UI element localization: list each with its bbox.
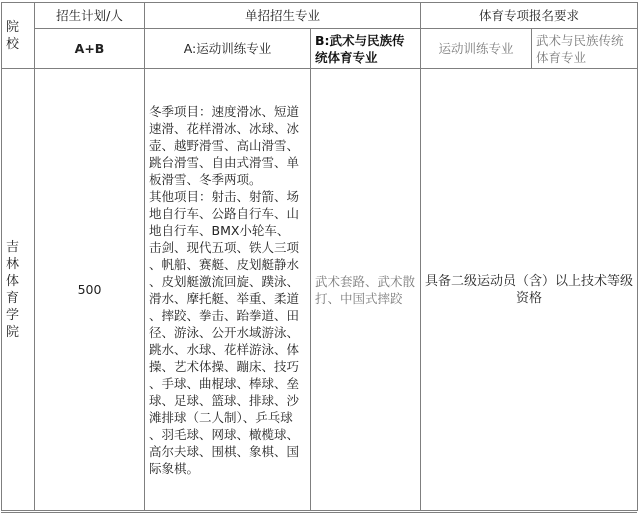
sports-project-line: 、羽毛球、网球、橄榄球、 bbox=[149, 426, 300, 442]
sports-project-line: 滩排球（二人制）、乒乓球 bbox=[149, 409, 293, 425]
plan-header: 招生计划/人 bbox=[35, 3, 145, 29]
requirement-text: 具备二级运动员（含）以上技术等级资格 bbox=[421, 69, 638, 511]
sports-project-line: 地自行车、BMX小轮车、 bbox=[149, 222, 290, 238]
sports-project-line: 速滑、花样滑冰、冰球、冰 bbox=[149, 120, 300, 136]
sports-project-line: 操、艺术体操、蹦床、技巧 bbox=[149, 358, 300, 374]
major-a-header: A:运动训练专业 bbox=[145, 29, 311, 69]
sports-projects bbox=[145, 69, 311, 511]
sports-projects-lines bbox=[149, 103, 306, 477]
sports-project-line: 击剑、现代五项、铁人三项 bbox=[149, 239, 300, 255]
plan-subheader: A+B bbox=[35, 29, 145, 69]
header-row-1 bbox=[2, 3, 638, 29]
major-b-header: B:武术与民族传统体育专业 bbox=[311, 29, 421, 69]
sports-project-line: 冬季项目：速度滑冰、短道 bbox=[149, 103, 300, 119]
sports-project-line: 际象棋。 bbox=[149, 460, 200, 476]
sports-project-line: 壶、越野滑雪、高山滑雪、 bbox=[149, 137, 300, 153]
sports-project-line: 地自行车、公路自行车、山 bbox=[149, 205, 300, 221]
sports-project-line: 球、足球、篮球、排球、沙 bbox=[149, 392, 300, 408]
sports-project-line: 、帆船、赛艇、皮划艇静水 bbox=[149, 256, 300, 272]
requirement-header: 体育专项报名要求 bbox=[421, 3, 638, 29]
enrollment-count: 500 bbox=[35, 69, 145, 511]
sports-project-line: 滑水、摩托艇、举重、柔道 bbox=[149, 290, 300, 306]
sports-project-line: 、皮划艇激流回旋、蹼泳、 bbox=[149, 273, 300, 289]
major-header: 单招招生专业 bbox=[145, 3, 421, 29]
bottom-rule bbox=[1, 512, 637, 513]
data-row bbox=[2, 69, 638, 511]
header-row-2 bbox=[2, 29, 638, 69]
wushu-projects: 武术套路、武术散打、中国式摔跤 bbox=[311, 69, 421, 511]
sports-project-line: 、手球、曲棍球、棒球、垒 bbox=[149, 375, 300, 391]
sports-project-line: 径、游泳、公开水域游泳、 bbox=[149, 324, 300, 340]
requirement-a-header: 运动训练专业 bbox=[421, 29, 532, 69]
school-header: 院校 bbox=[2, 3, 35, 69]
requirement-b-header: 武术与民族传统体育专业 bbox=[532, 29, 638, 69]
sports-project-line: 跳台滑雪、自由式滑雪、单 bbox=[149, 154, 300, 170]
sports-project-line: 板滑雪、冬季两项。 bbox=[149, 171, 262, 187]
admission-table bbox=[1, 2, 638, 511]
sports-project-line: 跳水、水球、花样游泳、体 bbox=[149, 341, 300, 357]
sports-project-line: 其他项目：射击、射箭、场 bbox=[149, 188, 300, 204]
school-name: 吉林体育学院 bbox=[2, 69, 35, 511]
sports-project-line: 、摔跤、拳击、跆拳道、田 bbox=[149, 307, 300, 323]
sports-project-line: 高尔夫球、围棋、象棋、国 bbox=[149, 443, 300, 459]
